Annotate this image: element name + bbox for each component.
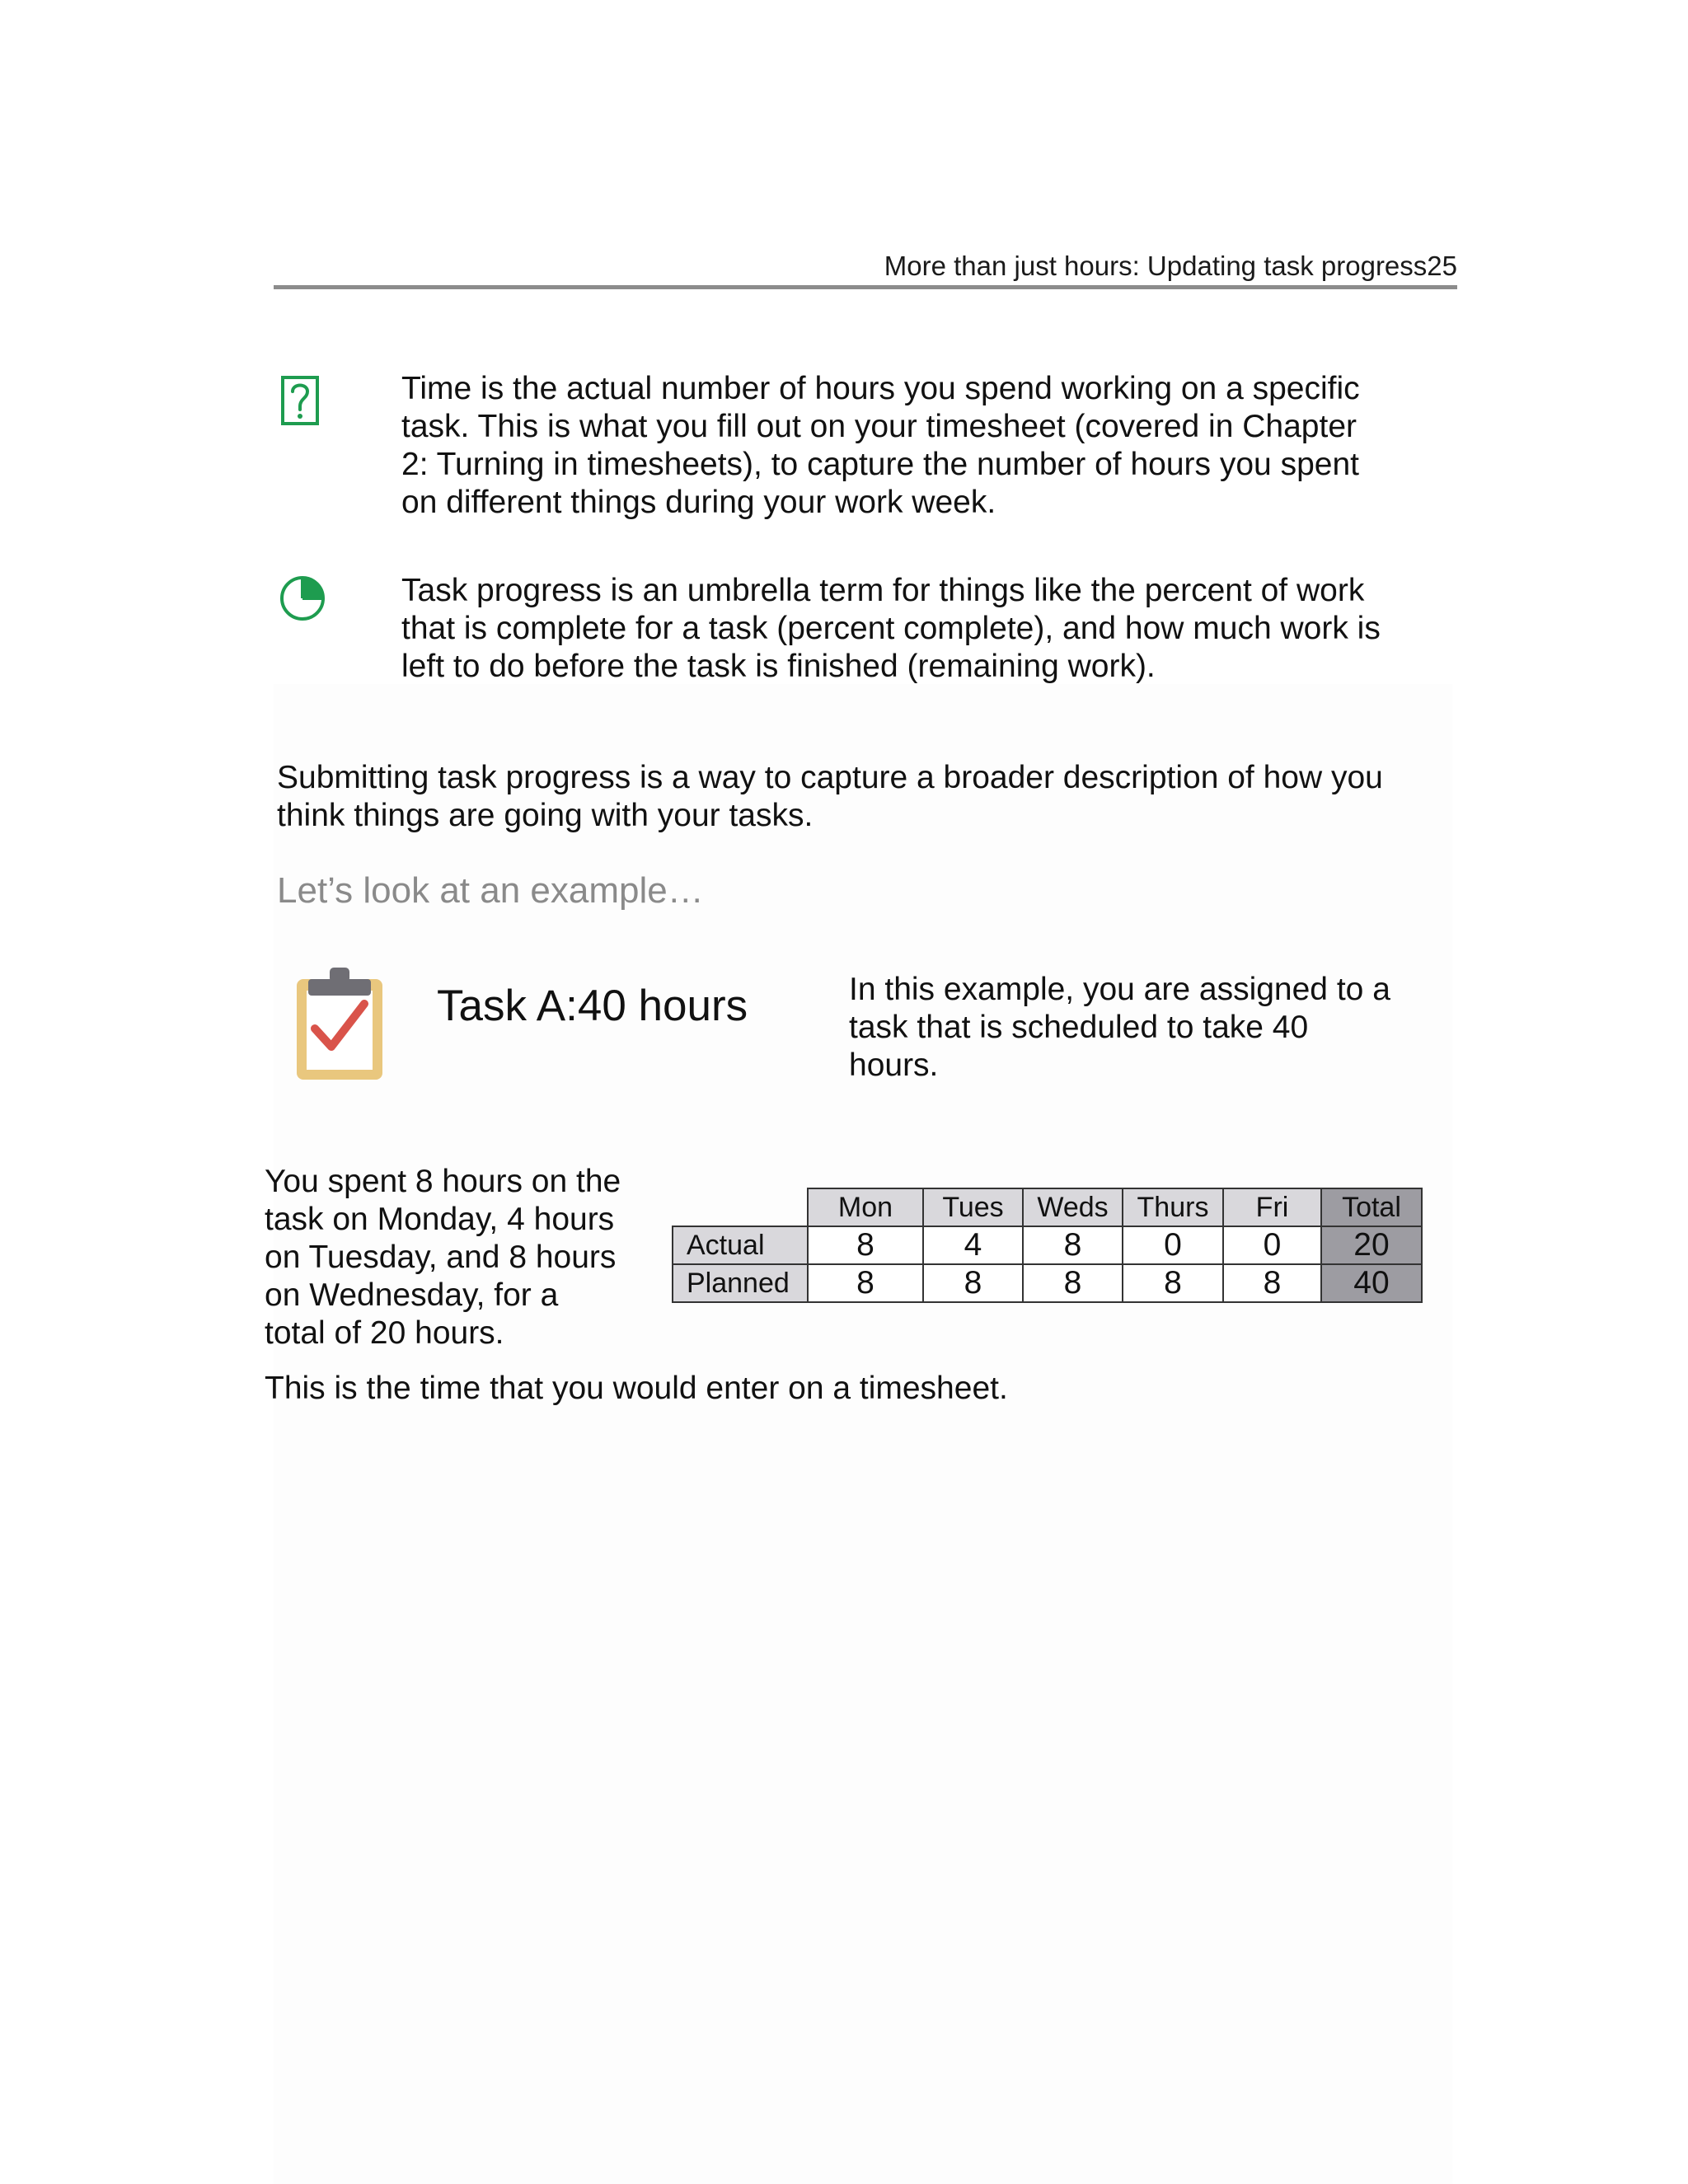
hours-explanation-line: task on Monday, 4 hours: [265, 1202, 615, 1237]
table-row: [673, 1226, 1422, 1264]
row-header: Planned: [673, 1264, 808, 1302]
table-corner-cell: [673, 1188, 808, 1226]
task-progress-definition-line: left to do before the task is finished (remaining work).: [401, 649, 1156, 684]
example-description-line: task that is scheduled to take 40: [849, 1010, 1309, 1045]
column-header: Thurs: [1123, 1188, 1223, 1226]
total-cell: 40: [1321, 1264, 1422, 1302]
table-cell: 8: [1123, 1264, 1223, 1302]
task-progress-definition-line: that is complete for a task (percent complete), and how much work is: [401, 611, 1381, 646]
table-row: [673, 1264, 1422, 1302]
time-definition: [401, 370, 1360, 522]
example-description: [849, 971, 1390, 1085]
hours-explanation: [265, 1163, 621, 1352]
table-cell: 8: [1023, 1264, 1123, 1302]
row-header: Actual: [673, 1226, 808, 1264]
table-cell: 0: [1123, 1226, 1223, 1264]
summary-line: Submitting task progress is a way to capture a broader description of how you: [277, 760, 1383, 795]
table-cell: 8: [808, 1226, 923, 1264]
column-header: Weds: [1023, 1188, 1123, 1226]
pie-progress-icon: [279, 574, 326, 622]
hours-table: [672, 1188, 1423, 1303]
column-header-total: Total: [1321, 1188, 1422, 1226]
task-progress-definition: [401, 572, 1381, 686]
task-progress-definition-line: Task progress is an umbrella term for things like the percent of work: [401, 573, 1365, 608]
column-header: Mon: [808, 1188, 923, 1226]
table-cell: 8: [1023, 1226, 1123, 1264]
hours-explanation-line: You spent 8 hours on the: [265, 1164, 621, 1199]
example-description-line: hours.: [849, 1047, 939, 1083]
total-cell: 20: [1321, 1226, 1422, 1264]
header-rule: [274, 285, 1457, 289]
column-header: Fri: [1223, 1188, 1321, 1226]
time-definition-line: task. This is what you fill out on your timesheet (covered in Chapter: [401, 409, 1357, 444]
example-description-line: In this example, you are assigned to a: [849, 972, 1390, 1007]
question-mark-box-icon: [280, 375, 320, 426]
table-cell: 4: [923, 1226, 1023, 1264]
running-header: More than just hours: Updating task progress25: [884, 251, 1457, 281]
closing-sentence: This is the time that you would enter on a timesheet.: [265, 1371, 1008, 1406]
column-header: Tues: [923, 1188, 1023, 1226]
time-definition-line: on different things during your work week.: [401, 485, 996, 520]
table-cell: 8: [923, 1264, 1023, 1302]
time-definition-line: Time is the actual number of hours you spend working on a specific: [401, 371, 1360, 406]
hours-explanation-line: on Wednesday, for a: [265, 1277, 559, 1313]
table-cell: 8: [808, 1264, 923, 1302]
clipboard-check-icon: [293, 966, 386, 1083]
hours-explanation-line: total of 20 hours.: [265, 1315, 504, 1351]
summary-line: think things are going with your tasks.: [277, 798, 814, 833]
summary-paragraph: [277, 759, 1383, 835]
table-cell: 0: [1223, 1226, 1321, 1264]
hours-explanation-line: on Tuesday, and 8 hours: [265, 1240, 617, 1275]
table-cell: 8: [1223, 1264, 1321, 1302]
table-header-row: [673, 1188, 1422, 1226]
task-title: Task A:40 hours: [437, 982, 748, 1030]
time-definition-line: 2: Turning in timesheets), to capture the number of hours you spent: [401, 447, 1359, 482]
example-heading: Let’s look at an example…: [277, 870, 704, 911]
